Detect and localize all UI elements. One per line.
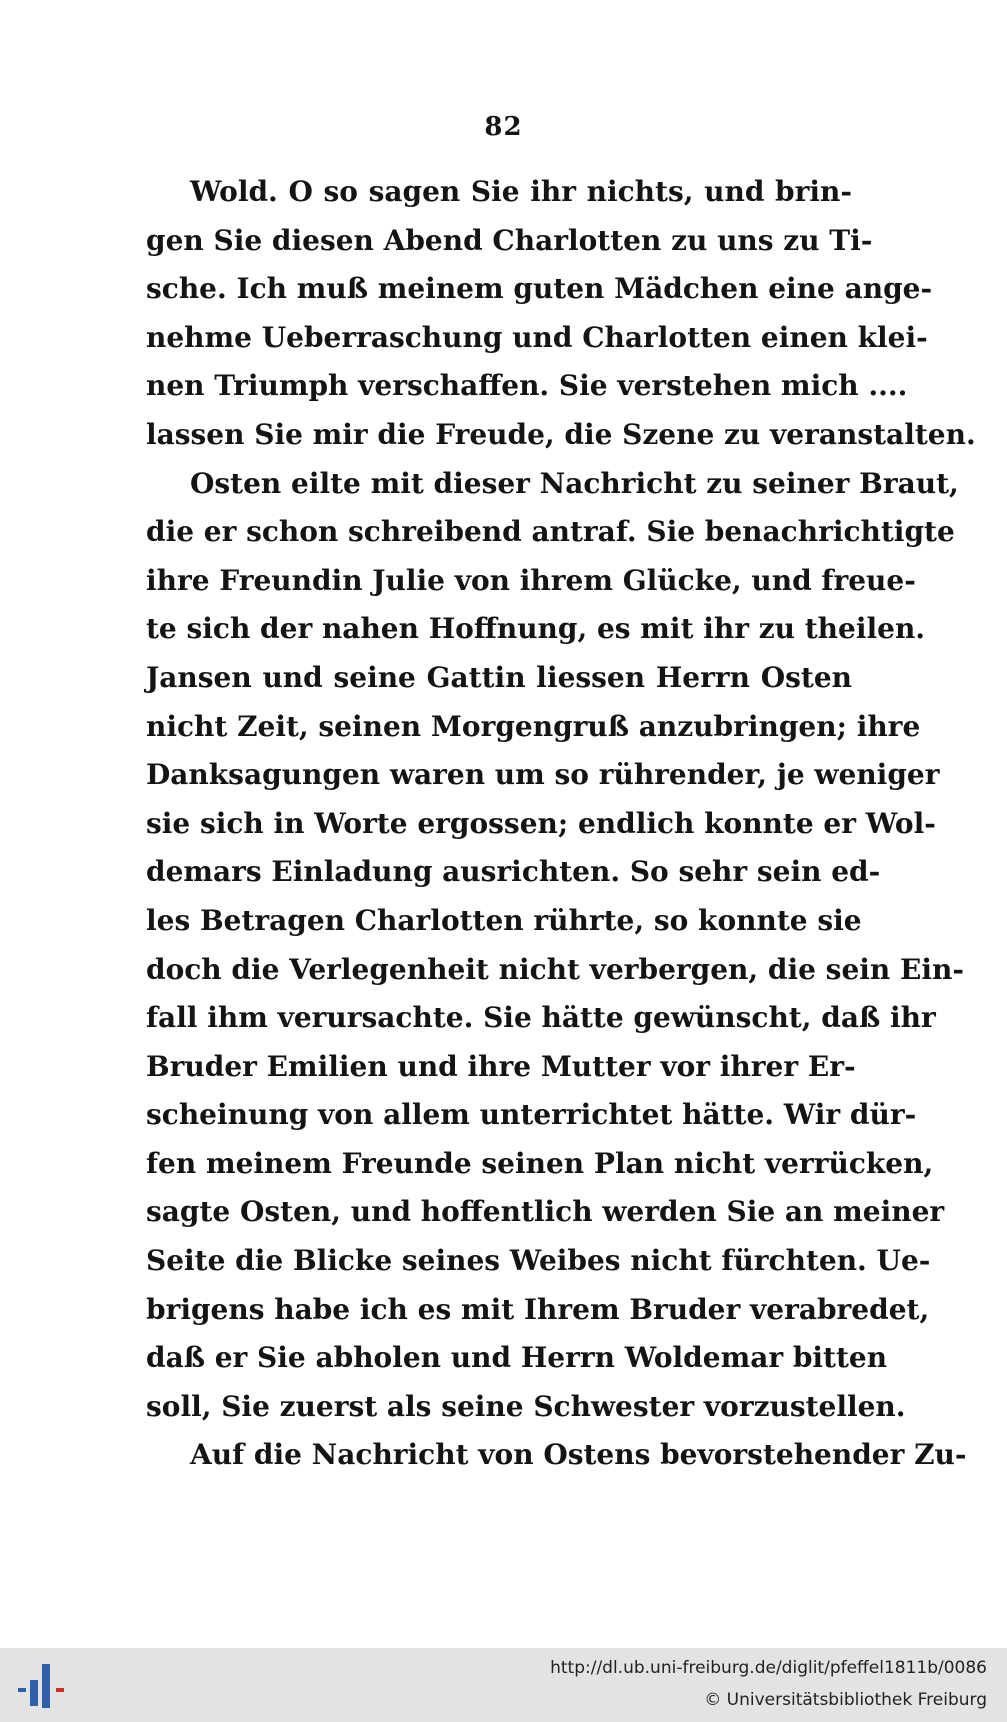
text-line: ihre Freundin Julie von ihrem Glücke, und freue-: [146, 563, 916, 597]
text-line: daß er Sie abholen und Herrn Woldemar bitten: [146, 1341, 888, 1375]
text-line: soll, Sie zuerst als seine Schwester vorzustellen.: [146, 1389, 906, 1423]
source-url-link[interactable]: http://dl.ub.uni-freiburg.de/diglit/pfeffel1811b/0086: [550, 1658, 987, 1678]
text-line: scheinung von allem unterrichtet hätte. Wir dür-: [146, 1098, 917, 1132]
text-line: die er schon schreibend antraf. Sie benachrichtigte: [146, 515, 955, 549]
text-line: nen Triumph verschaffen. Sie verstehen mich ....: [146, 369, 908, 403]
text-line: Jansen und seine Gattin liessen Herrn Osten: [146, 660, 852, 694]
text-line: Wold. O so sagen Sie ihr nichts, und brin-: [190, 175, 852, 208]
text-line: fen meinem Freunde seinen Plan nicht verrücken,: [146, 1146, 934, 1180]
text-line: Danksagungen waren um so rührender, je weniger: [146, 758, 940, 792]
text-line: nicht Zeit, seinen Morgengruß anzubringen; ihre: [146, 709, 921, 743]
footer-bar: [0, 1648, 1007, 1722]
text-line: sche. Ich muß meinem guten Mädchen eine ange-: [146, 272, 933, 306]
text-line: Osten eilte mit dieser Nachricht zu seiner Braut,: [190, 466, 959, 500]
text-line: lassen Sie mir die Freude, die Szene zu veranstalten.: [146, 417, 976, 451]
page-text: [146, 168, 976, 1480]
text-line: nehme Ueberraschung und Charlotten einen klei-: [146, 320, 928, 354]
text-line: Auf die Nachricht von Ostens bevorstehender Zu-: [190, 1438, 967, 1472]
text-line: les Betragen Charlotten rührte, so konnte sie: [146, 903, 862, 937]
text-line: Seite die Blicke seines Weibes nicht fürchten. Ue-: [146, 1244, 931, 1278]
copyright-notice: © Universitätsbibliothek Freiburg: [704, 1690, 987, 1710]
text-line: te sich der nahen Hoffnung, es mit ihr zu theilen.: [146, 612, 926, 646]
text-line: sagte Osten, und hoffentlich werden Sie an meiner: [146, 1195, 945, 1229]
text-line: doch die Verlegenheit nicht verbergen, die sein Ein-: [146, 952, 964, 986]
text-line: demars Einladung ausrichten. So sehr sein ed-: [146, 855, 881, 889]
text-line: fall ihm verursachte. Sie hätte gewünscht, daß ihr: [146, 1001, 936, 1035]
text-line: gen Sie diesen Abend Charlotten zu uns zu Ti-: [146, 223, 873, 257]
text-line: sie sich in Worte ergossen; endlich konnte er Wol-: [146, 806, 936, 840]
library-logo-icon: [16, 1658, 66, 1714]
text-line: Bruder Emilien und ihre Mutter vor ihrer Er-: [146, 1049, 856, 1083]
page-number: 82: [484, 112, 523, 142]
text-line: brigens habe ich es mit Ihrem Bruder verabredet,: [146, 1292, 930, 1326]
